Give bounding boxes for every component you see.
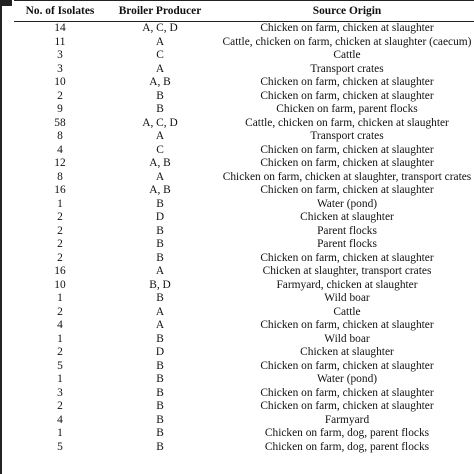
cell-producer: B, D [149,278,171,291]
cell-isolates: 1 [57,332,63,345]
cell-origin [214,292,474,306]
cell-origin [214,265,474,279]
cell-producer: B [156,440,164,453]
cell-producer: A [155,305,165,318]
cell-origin-text: Water (pond) [316,197,378,210]
cell-isolates: 5 [57,440,63,453]
cell-producer: B [156,197,164,210]
cell-origin-text: Cattle [333,305,361,318]
cell-origin-text: Chicken on farm, chicken at slaughter [260,157,434,169]
cell-producer: A [155,130,165,142]
table-row [14,292,474,306]
table-row [14,306,474,320]
cell-origin [214,319,474,333]
cell-origin [214,171,474,185]
table-row [14,238,474,252]
cell-producer: A [155,170,165,183]
cell-origin-text: Chicken on farm, dog, parent flocks [264,440,430,453]
header-row [14,1,474,22]
cell-origin [214,22,474,36]
cell-isolates: 11 [54,35,66,48]
table-row [14,184,474,198]
table-row [14,441,474,455]
cell-producer: A [155,319,165,331]
cell-producer: B [156,427,164,439]
cell-producer: A [155,265,165,277]
cell-origin-text: Chicken on farm, chicken at slaughter [260,251,434,264]
cell-origin [214,103,474,117]
cell-origin [214,279,474,293]
table-row [14,414,474,428]
table-row [14,198,474,212]
cell-producer: B [156,373,164,385]
cell-origin-text: Cattle, chicken on farm, chicken at slaughter [245,116,449,129]
cell-origin [214,400,474,414]
cell-producer: B [156,224,164,237]
cell-isolates: 2 [57,305,63,318]
cell-producer: A [155,62,165,75]
cell-isolates: 1 [57,427,63,439]
table-row [14,373,474,387]
cell-origin [214,225,474,239]
cell-origin-text: Farmyard, chicken at slaughter [276,278,418,291]
cell-isolates: 4 [57,143,63,156]
cell-isolates: 2 [57,251,63,264]
cell-producer: B [156,251,164,264]
header-origin [214,1,474,22]
corner-mark [0,0,12,6]
cell-origin-text: Chicken on farm, parent flocks [276,103,418,115]
cell-isolates: 1 [57,197,63,210]
isolates-table [14,1,474,454]
table-row [14,427,474,441]
cell-origin [214,333,474,347]
cell-producer: D [155,346,165,358]
table-row [14,22,474,36]
cell-origin [214,130,474,144]
cell-origin [214,63,474,77]
cell-isolates: 12 [54,157,66,169]
cell-producer: B [156,332,164,345]
table-row [14,144,474,158]
table-row [14,157,474,171]
cell-isolates: 14 [54,22,66,34]
cell-producer: B [156,359,164,372]
cell-isolates: 16 [54,184,66,196]
cell-producer: C [156,49,164,61]
cell-isolates: 10 [54,76,66,88]
cell-origin-text: Chicken on farm, chicken at slaughter [260,400,434,412]
table-row [14,90,474,104]
cell-isolates: 8 [57,170,63,183]
table-row [14,171,474,185]
cell-producer: A, B [149,184,171,196]
cell-producer: B [156,292,164,304]
cell-origin-text: Chicken at slaughter [300,346,394,358]
cell-producer: D [155,211,165,223]
cell-origin [214,414,474,428]
cell-origin [214,427,474,441]
cell-isolates: 8 [57,130,63,142]
cell-isolates: 2 [57,89,63,102]
table-row [14,387,474,401]
cell-isolates: 5 [57,359,63,372]
cell-origin-text: Transport crates [310,62,384,75]
cell-origin-text: Wild boar [324,292,370,304]
cell-origin-text: Chicken on farm, chicken at slaughter [260,359,434,372]
cell-origin [214,238,474,252]
cell-origin [214,198,474,212]
header-isolates: No. of Isolates [14,1,106,22]
table-row [14,252,474,266]
cell-origin [214,157,474,171]
cell-isolates: 2 [57,400,63,412]
cell-isolates: 1 [57,373,63,385]
table-header [14,1,474,22]
table-row [14,103,474,117]
cell-isolates: 2 [57,211,63,223]
cell-origin-text: Chicken on farm, chicken at slaughter [260,386,434,399]
cell-origin-text: Parent flocks [317,238,377,250]
cell-origin [214,184,474,198]
table-row [14,225,474,239]
cell-origin-text: Chicken on farm, chicken at slaughter [260,89,434,102]
cell-isolates: 4 [57,413,63,426]
cell-origin [214,252,474,266]
cell-producer: B [156,400,164,412]
cell-producer: A, B [149,76,171,88]
cell-origin [214,441,474,455]
cell-origin-text: Cattle, chicken on farm, chicken at slaughter (caecum) [222,35,472,48]
cell-isolates: 1 [57,292,63,304]
cell-origin [214,387,474,401]
table-row [14,63,474,77]
cell-isolates: 58 [54,116,66,129]
cell-origin-text: Parent flocks [317,224,377,237]
table-row [14,49,474,63]
table-row [14,36,474,50]
table-row [14,265,474,279]
cell-origin-text: Wild boar [324,332,370,345]
cell-origin-text: Chicken on farm, chicken at slaughter [260,143,434,156]
header-producer: Broiler Producer [106,1,214,22]
cell-producer: B [156,103,164,115]
cell-producer: B [156,238,164,250]
cell-isolates: 16 [54,265,66,277]
table-row [14,76,474,90]
cell-origin-text: Chicken at slaughter [300,211,394,223]
cell-origin-text: Chicken on farm, chicken at slaughter [260,76,434,88]
cell-isolates: 2 [57,224,63,237]
cell-origin-text: Farmyard [324,413,370,426]
cell-isolates: 3 [57,62,63,75]
cell-producer: B [156,386,164,399]
table-row [14,360,474,374]
cell-isolates: 9 [57,103,63,115]
cell-origin [214,49,474,63]
table-row [14,346,474,360]
cell-origin [214,117,474,131]
cell-isolates: 2 [57,238,63,250]
cell-origin-text: Chicken on farm, chicken at slaughter [260,184,434,196]
cell-origin [214,36,474,50]
table-row [14,117,474,131]
table-row [14,130,474,144]
cell-isolates: 3 [57,386,63,399]
cell-origin-text: Water (pond) [316,373,378,385]
cell-producer: A, B [149,157,171,169]
table-row [14,400,474,414]
cell-origin-text: Chicken on farm, chicken at slaughter, transport crates [222,170,472,183]
cell-origin-text: Transport crates [310,130,384,142]
table-row [14,333,474,347]
cell-origin [214,90,474,104]
cell-isolates: 10 [54,278,66,291]
cell-producer: A, C, D [142,22,178,34]
cell-origin-text: Cattle [333,49,361,61]
cell-origin [214,373,474,387]
table-row [14,279,474,293]
cell-origin [214,306,474,320]
cell-origin-text: Chicken at slaughter, transport crates [262,265,432,277]
table-row [14,319,474,333]
cell-isolates: 3 [57,49,63,61]
cell-isolates: 2 [57,346,63,358]
table-body [14,22,474,455]
cell-producer: C [156,143,164,156]
cell-origin [214,346,474,360]
cell-producer: A [155,35,165,48]
cell-producer: A, C, D [142,116,178,129]
table-row [14,211,474,225]
cell-origin [214,76,474,90]
cell-isolates: 4 [57,319,63,331]
cell-producer: B [156,413,164,426]
left-edge-rule [0,0,2,474]
header-origin-label: Source Origin [312,5,382,17]
cell-origin [214,211,474,225]
cell-origin [214,144,474,158]
cell-origin-text: Chicken on farm, chicken at slaughter [260,22,434,34]
cell-origin-text: Chicken on farm, chicken at slaughter [260,319,434,331]
cell-producer: B [156,89,164,102]
cell-origin-text: Chicken on farm, dog, parent flocks [264,427,430,439]
cell-origin [214,360,474,374]
